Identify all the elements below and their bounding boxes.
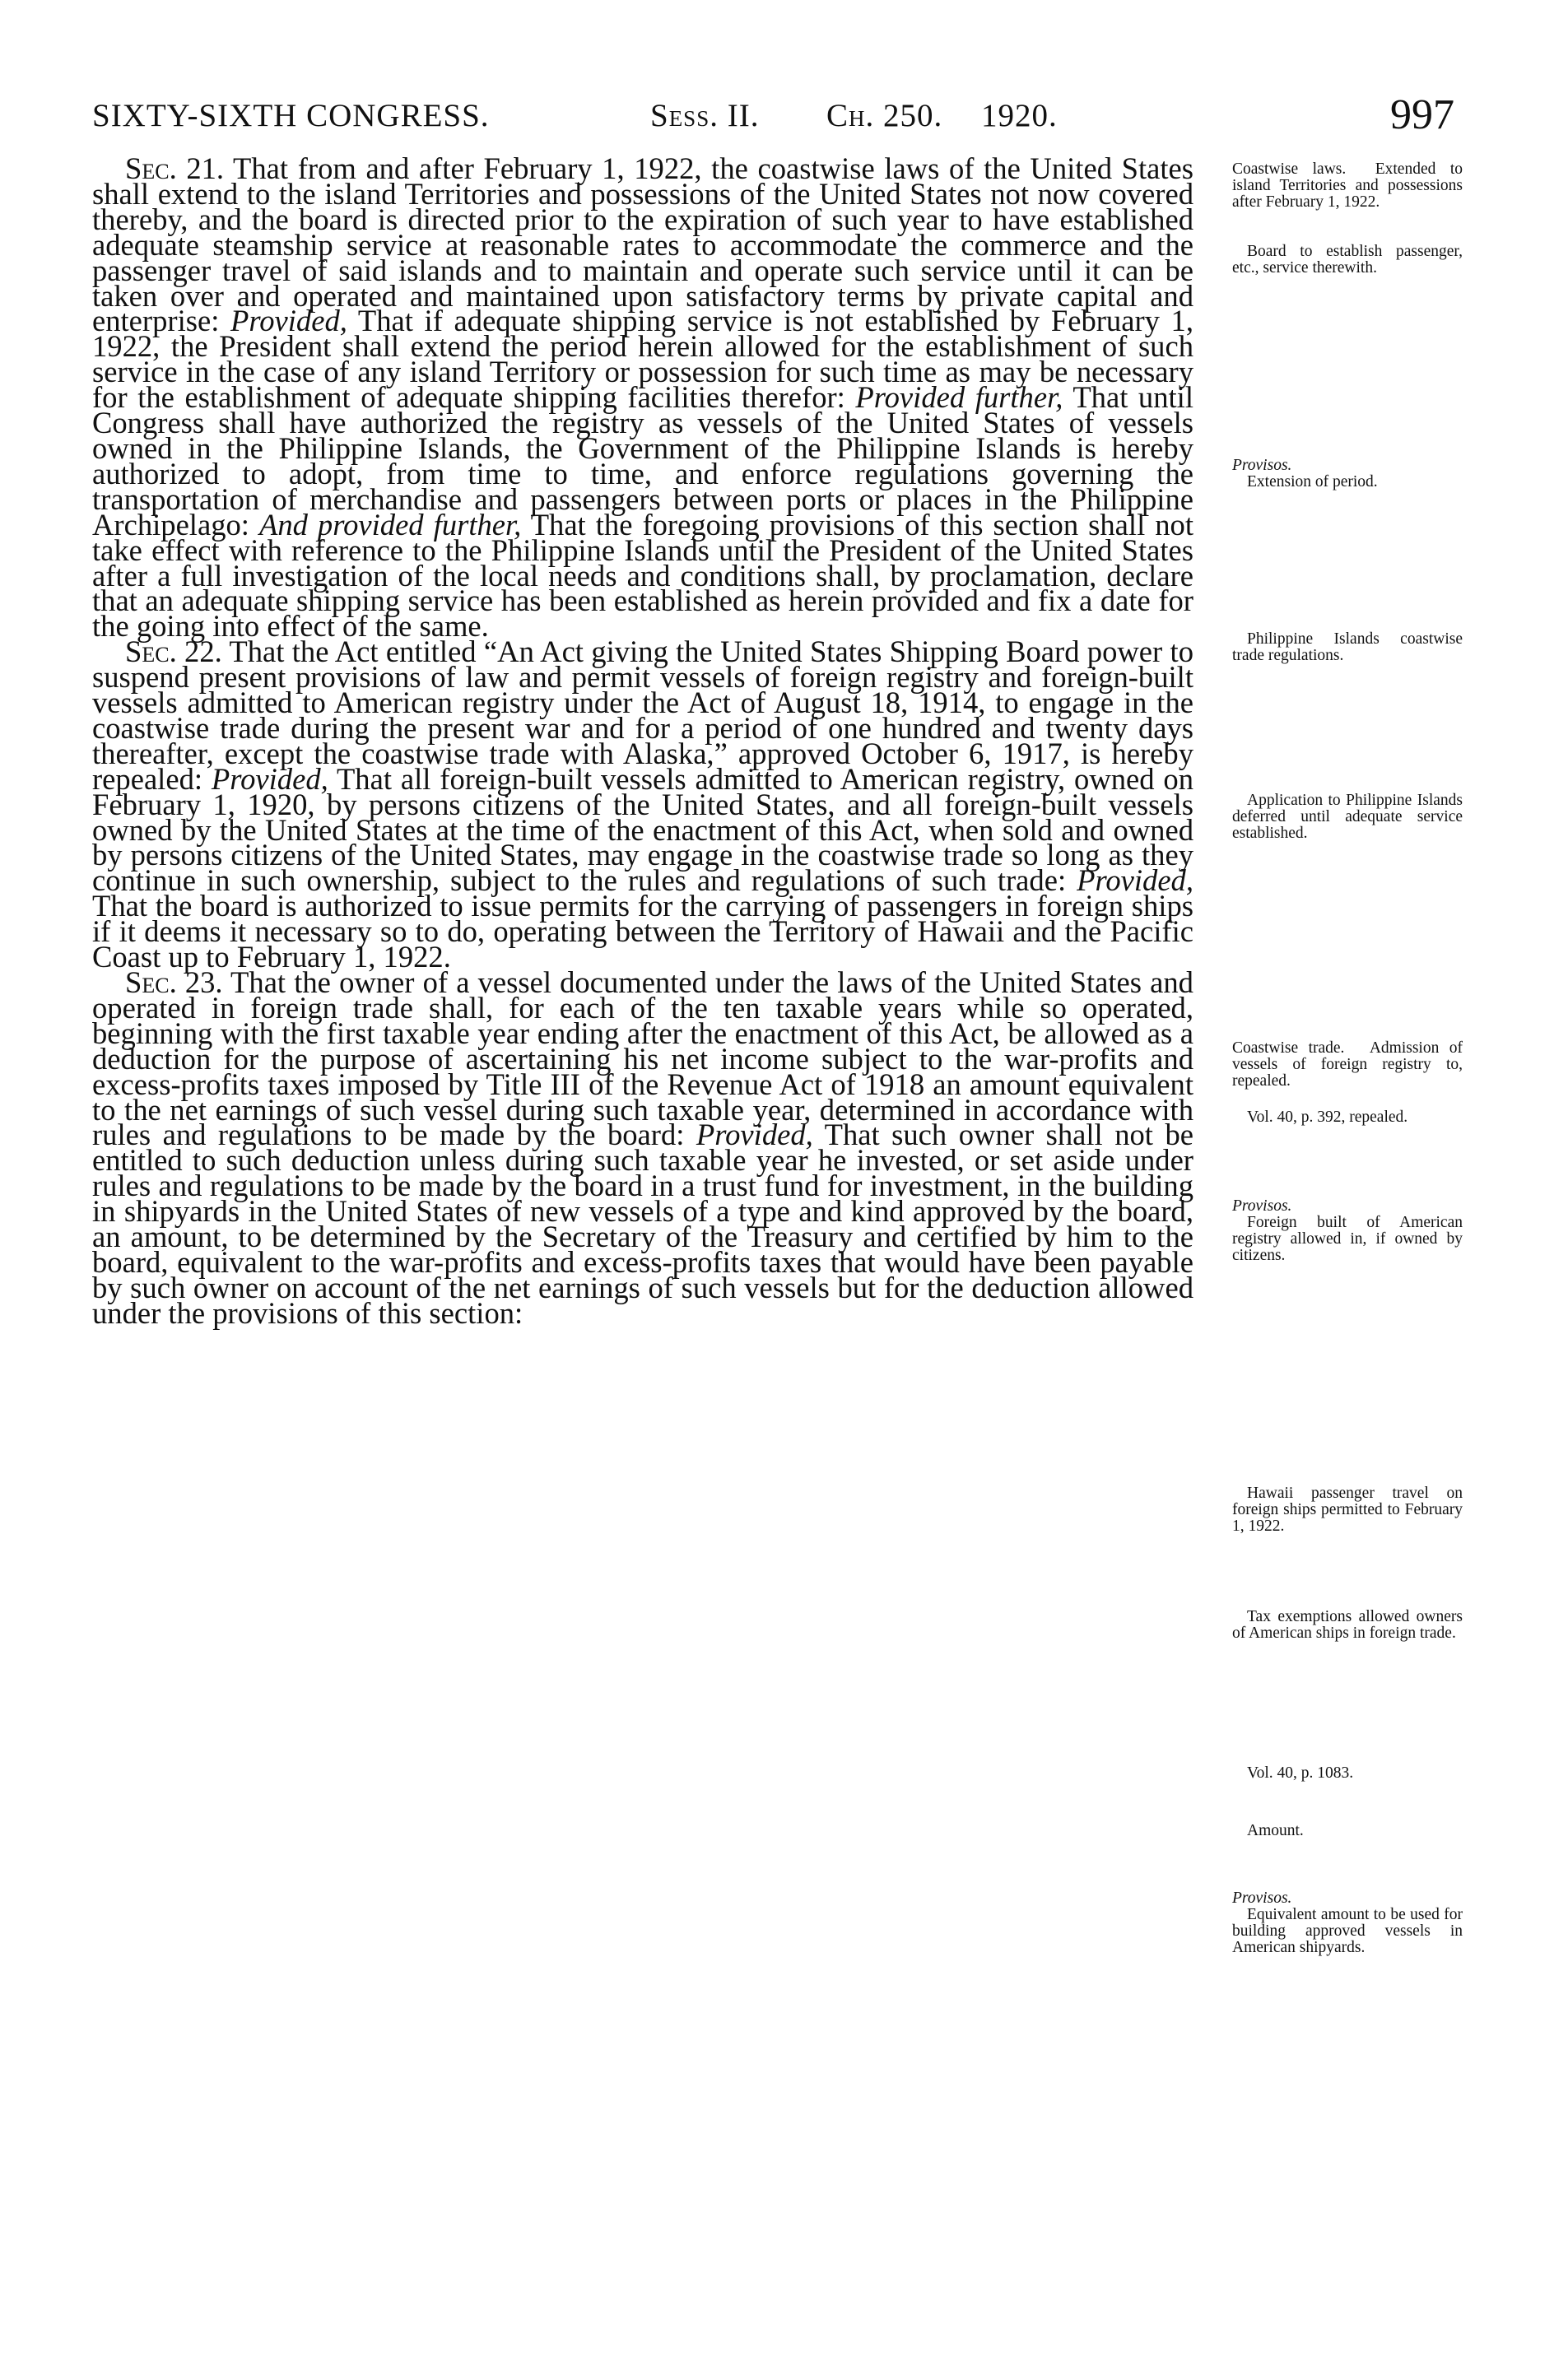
section-text: That if adequate shipping service is not established by February 1, 1922, the President shall extend the period herein allowed for the establishment of such service in the case of any island Territory or possession for such time as may be necessary for the establishment of adequate shipping facilities therefor: (92, 304, 1193, 415)
margin-note-body: Vol. 40, p. 392, repealed. (1247, 1109, 1408, 1126)
section-text: That all foreign-built vessels admitted to American registry, owned on February 1, 1920, by persons citizens of the United States, and all foreign-built vessels owned by the United States at the time of the enactment of this Act, when sold and owned by persons citizens of the United States, may engage in the coastwise trade so long as they continue in such ownership, subject to the rules and regulations of such trade: (92, 761, 1193, 898)
margin-note-body: Extended to island Territories and possessions after February 1, 1922. (1232, 160, 1463, 211)
margin-note-coastwise-laws (1232, 161, 1463, 211)
section-22 (92, 635, 1193, 974)
proviso-term: Provided further, (855, 380, 1063, 415)
margin-note-coastwise-trade (1232, 1040, 1463, 1090)
section-text: That the owner of a vessel documented under the laws of the United States and operated in foreign trade shall, for each of the ten taxable years while so operated, beginning with the first taxable year ending after the enactment of this Act, be allowed as a deduction for the purpose of ascertaining his net income subject to the war-profits and excess-profits taxes imposed by Title III of the Revenue Act of 1918 an amount equivalent to the net earnings of such vessel during such taxable year, determined in accordance with rules and regulations to be made by the board: (92, 965, 1193, 1152)
section-23 (92, 965, 1193, 1330)
margin-note-body: Admission of vessels of foreign registry to, repealed. (1232, 1039, 1463, 1090)
margin-note-provisos-3 (1232, 1890, 1463, 1956)
margin-note-body: Vol. 40, p. 1083. (1247, 1764, 1354, 1782)
margin-note-hawaii (1232, 1485, 1463, 1535)
margin-note-body: Amount. (1247, 1822, 1304, 1839)
margin-note-provisos-1 (1232, 458, 1463, 490)
margin-note-label: Provisos. (1232, 457, 1292, 474)
margin-note-body: Tax exemptions allowed owners of American ships in foreign trade. (1232, 1608, 1463, 1642)
section-text: That from and after February 1, 1922, the coastwise laws of the United States shall extend to the island Territories and possessions of the United States not now covered thereby, and the board is directed prior to the expiration of such year to have established adequate steamship service at reasonable rates to accommodate the commerce and the passenger travel of said islands and to maintain and operate such service until it can be taken over and operated and maintained upon satisfactory terms by private capital and enterprise: (92, 151, 1193, 338)
header-chapter: Ch. 250. (826, 98, 943, 133)
margin-note-body: Foreign built of American registry allowed in, if owned by citizens. (1232, 1214, 1463, 1264)
margin-note-head: Coastwise laws. (1232, 160, 1347, 178)
margin-note-label: Provisos. (1232, 1890, 1292, 1907)
proviso-term: And provided further, (258, 507, 522, 542)
margin-note-body: Board to establish passenger, etc., service therewith. (1232, 243, 1463, 277)
proviso-term: Provided, (211, 761, 328, 796)
margin-note-body: Hawaii passenger travel on foreign ships permitted to February 1, 1922. (1232, 1485, 1463, 1535)
section-text: That such owner shall not be entitled to such deduction unless during such taxable year he invested, or set aside under rules and regulations to be made by the board in a trust fund for investment, in the building in shipyards in the United States of new vessels of a type and kind approved by the board, an amount, to be determined by the Secretary of the Treasury and certified by him to the board, equivalent to the war-profits and excess-profits taxes that would have been payable by such owner on account of the net earnings of such vessels but for the deduction allowed under the provisions of this section: (92, 1118, 1193, 1330)
margin-note-body: Equivalent amount to be used for building approved vessels in American shipyards. (1232, 1906, 1463, 1956)
margin-note-tax-exemptions (1232, 1609, 1463, 1642)
margin-note-amount (1232, 1823, 1463, 1839)
margin-note-label: Provisos. (1232, 1197, 1292, 1215)
proviso-term: Provided, (696, 1118, 813, 1152)
section-text: That the board is authorized to issue permits for the carrying of passengers in foreign ships if it deems it necessary so to do, operating between the Territory of Hawaii and the Pacific Coast up to February 1, 1922. (92, 889, 1193, 974)
margin-note-body: Application to Philippine Islands deferred until adequate service established. (1232, 792, 1463, 842)
section-label: Sec. 22. (125, 635, 222, 669)
header-congress: SIXTY-SIXTH CONGRESS. (92, 98, 490, 133)
statute-body (92, 151, 1194, 1330)
section-text: That the Act entitled “An Act giving the United States Shipping Board power to suspend present provisions of law and permit vessels of foreign registry and foreign-built vessels admitted to American registry under the Act of August 18, 1914, to engage in the coastwise trade during the present war and for a period of one hundred and twenty days thereafter, except the coastwise trade with Alaska,” approved October 6, 1917, is hereby repealed: (92, 635, 1193, 796)
section-text: That the foregoing provisions of this section shall not take effect with reference to the Philippine Islands until the President of the United States after a full investigation of the local needs and conditions shall, by proclamation, declare that an adequate shipping service has been established as herein provided and fix a date for the going into effect of the same. (92, 507, 1194, 644)
section-label: Sec. 23. (125, 965, 223, 999)
header-session: Sess. II. (650, 98, 760, 133)
section-label: Sec. 21. (125, 151, 225, 185)
page-number: 997 (1390, 91, 1454, 138)
proviso-term: Provided, (1077, 863, 1193, 898)
margin-note-body: Philippine Islands coastwise trade regulations. (1232, 630, 1463, 664)
section-text: That until Congress shall have authorized the registry as vessels of the United States of vessels owned in the Philippine Islands, the Government of the Philippine Islands is hereby authorized to adopt, from time to time, and enforce regulations governing the transportation of merchandise and passengers between ports or places in the Philippine Archipelago: (92, 380, 1193, 542)
proviso-term: Provided, (230, 304, 347, 338)
page-header (92, 91, 1454, 140)
section-21 (92, 151, 1194, 644)
margin-note-philippine (1232, 631, 1463, 664)
margin-note-body: Extension of period. (1247, 473, 1378, 490)
margin-note-application (1232, 793, 1463, 842)
margin-note-vol40-1083 (1232, 1765, 1463, 1782)
margin-note-provisos-2 (1232, 1198, 1463, 1264)
header-year: 1920. (981, 98, 1058, 133)
margin-note-board-establish (1232, 244, 1463, 277)
margin-note-vol40-392 (1232, 1109, 1463, 1126)
margin-note-head: Coastwise trade. (1232, 1039, 1345, 1057)
